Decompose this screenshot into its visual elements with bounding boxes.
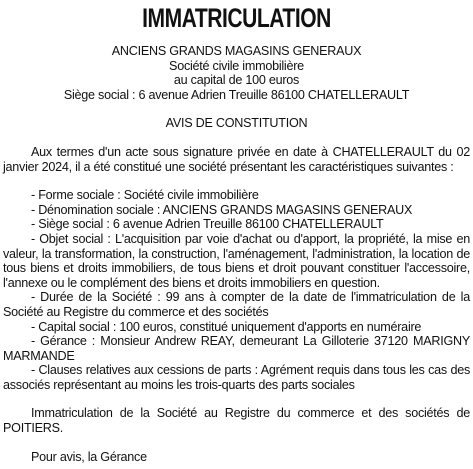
list-item: - Forme sociale : Société civile immobilière	[31, 188, 259, 203]
notice-title: IMMATRICULATION	[142, 3, 331, 33]
spacer	[3, 392, 470, 406]
company-name: ANCIENS GRANDS MAGASINS GENERAUX	[111, 44, 362, 58]
company-form: Société civile immobilière	[169, 58, 304, 73]
notice-body	[3, 145, 470, 464]
list-item: - Gérance : Monsieur Andrew REAY, demeurant La Gilloterie 37120 MARIGNY MARMANDE	[3, 334, 470, 363]
list-item: - Objet social : L'acquisition par voie d'achat ou d'apport, la propriété, la mise en valeur, la transformation, la construction, l'aménagement, l'administration, la location de tous biens et droits immobiliers, de tous biens et droit pouvant constituer l'accessoire, l'annexe ou le complément des biens et droits immobiliers en question.	[3, 231, 470, 290]
closing-signature: Pour avis, la Gérance	[31, 449, 147, 464]
spacer	[3, 174, 470, 188]
intro-paragraph: Aux termes d'un acte sous signature privée en date à CHATELLERAULT du 02 janvier 2024, il a été constitué une société présentant les caractéristiques suivantes :	[3, 144, 470, 174]
list-item: - Capital social : 100 euros, constitué uniquement d'apports en numéraire	[31, 319, 422, 334]
registration-paragraph: Immatriculation de la Société au Registre du commerce et des sociétés de POITIERS.	[3, 406, 470, 436]
company-capital: au capital de 100 euros	[173, 73, 300, 88]
spacer	[3, 436, 470, 450]
company-header	[3, 44, 470, 102]
notice-heading: AVIS DE CONSTITUTION	[165, 116, 308, 131]
list-item: - Clauses relatives aux cessions de parts : Agrément requis dans tous les cas des associés représentant au moins les trois-quarts des parts sociales	[3, 363, 470, 392]
company-seat: Siège social : 6 avenue Adrien Treuille 86100 CHATELLERAULT	[63, 87, 410, 102]
list-item: - Siège social : 6 avenue Adrien Treuille 86100 CHATELLERAULT	[31, 217, 384, 232]
list-item: - Dénomination sociale : ANCIENS GRANDS MAGASINS GENERAUX	[31, 202, 413, 217]
list-item: - Durée de la Société : 99 ans à compter de la date de l'immatriculation de la Société au Registre du commerce et des sociétés	[3, 290, 470, 319]
